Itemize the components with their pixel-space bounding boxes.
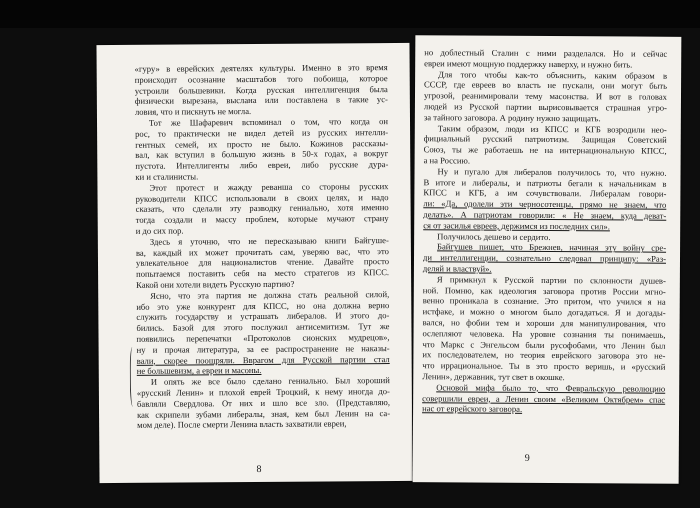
text-line: Тот же Шафаревич вспоминал о том, что когда он — [148, 116, 389, 128]
text-line: как скрипели зубами либералы, зная, кем был Ленин на са- — [137, 407, 391, 420]
text-line: ловия, что и пискнуть не могла. — [134, 106, 252, 118]
text-line: ли: «Да, одолели эти черносотенцы, прямо не знаем, что — [423, 198, 667, 210]
page-number-left: 8 — [256, 463, 262, 475]
text-line: ибо это уже конкурент для КПСС, но она должна верно — [136, 299, 390, 312]
text-line: евреи имеют мощную поддержку наверху, и нужно бить. — [424, 58, 633, 70]
text-line: бились. Базой для этого послужил антисемитизм. Тут же — [136, 321, 390, 333]
text-line: а на Россию. — [423, 155, 471, 166]
text-line: вался, но фобии тем и хороши для манипулирования, что — [422, 317, 666, 329]
right-page-text — [422, 47, 667, 416]
text-line: пустота. Интеллигенты либо евреи, либо русские дура- — [135, 159, 389, 172]
text-line: но доблестный Сталин с ними разделался. Но и сейчас — [424, 47, 668, 59]
text-line: КПСС и КГБ, а им сочувствовали. Либералам говори- — [423, 187, 667, 200]
text-line: тогда создали и массу проблем, которые мучают страну — [135, 213, 389, 225]
page-number-right: 9 — [524, 452, 530, 464]
text-line: вали, скорее поощряли. Вврагом для Русской партии стал — [136, 353, 390, 366]
text-line: «русский Ленин» и плохой еврей Троцкий, к нему иногда до- — [136, 385, 390, 398]
text-line: И опять же все было сделано гениально. Был хороший — [150, 375, 390, 387]
text-line: Этот протест и жажду реванша со стороны русских — [149, 180, 389, 193]
text-line: людей из Русской партии вырисовывается страшная угро- — [423, 101, 667, 113]
text-line: угрозой, реанимировали тему масонства. И вот в головах — [423, 90, 668, 102]
text-line: не большевизм, а евреи и масоны. — [136, 365, 262, 377]
text-line: вал, как вступил в большую жизнь в 50-х годах, а вокруг — [135, 148, 389, 161]
text-line: что Маркс с Энгельсом были русофобами, что Ленин был — [422, 338, 666, 351]
text-line: СССР, где евреев во власть не пускали, они могут быть — [424, 79, 668, 92]
text-line: нас от еврейского заговора. — [422, 403, 523, 415]
text-line: делать». А патриотам говорили: « Не знаем, куда деват- — [423, 209, 667, 221]
text-line: появились перепечатки «Протоколов сионских мудрецов», — [136, 331, 390, 344]
text-line: деляй и властвуй». — [422, 263, 492, 274]
text-line: бавляли Свердлова. От них и шло все зло. (Представляю, — [136, 396, 391, 409]
margin-ink-mark — [130, 347, 137, 407]
text-line: Какой они хотели видеть Русскую партию? — [136, 278, 295, 290]
text-line: ся от засилья евреев, держимся из последних сил». — [423, 219, 610, 232]
text-line: гентных семей, их просто не было. Кожинов рассказы- — [135, 137, 389, 150]
text-line: Ну и пугало для либералов получилось то, что нужно. — [437, 166, 667, 178]
text-line: Ясно, что эта партия не должна стать реальной силой, — [150, 288, 390, 301]
text-line: Союз, ты же работаешь не на интернациональную КПСС, — [423, 144, 667, 156]
text-line: Для того чтобы как-то объяснить, каким образом в — [438, 68, 668, 81]
left-page — [96, 43, 412, 483]
right-page — [413, 35, 682, 484]
text-line: что иррациональное. Ты в это просто веришь, и «русский — [422, 360, 666, 372]
text-line: Я примкнул к Русской партии по склонности душев- — [436, 274, 666, 286]
text-line: ной. Помню, как идеология заговора против России мгно- — [422, 284, 666, 297]
text-line: ослепляют человека. На уровне сознания ты понимаешь, — [422, 327, 666, 340]
text-line: физически вырезана, выслана или поставлена в такие ус- — [134, 94, 388, 107]
text-line: их последователем, но теория еврейского заговора это не- — [422, 349, 666, 362]
scan-border — [0, 0, 700, 28]
text-line: истфаке, и можно о многом было догадаться. Я и догады- — [422, 306, 666, 318]
text-line: венно проникала в сознание. Это притом, что учился я на — [422, 295, 666, 308]
text-line: попытаемся поставить себя на место стратегов из КПСС. — [136, 267, 390, 279]
text-line: В итоге и либералы, и патриоты бегали к начальникам в — [423, 176, 667, 189]
text-line: фициальный русский патриотизм. Защищая Советский — [423, 133, 667, 146]
text-line: Ленин», державник, тут свет в окошке. — [422, 371, 565, 383]
text-line: служить государству и устрашать либералов. И этого до- — [136, 310, 390, 323]
text-line: ну и прочая литература, за ее распространение не наказы- — [136, 342, 390, 355]
text-line: и до сих пор. — [135, 225, 184, 236]
text-line: рос, то практически не видел детей из русских интелли- — [135, 126, 389, 139]
text-line: Здесь я уточню, что не пересказываю книги Байгуше- — [149, 234, 389, 247]
text-line: сказать, что сделали эту разводку гениально, хотя именно — [135, 202, 389, 215]
text-line: «гуру» в еврейских деятелях культуры. Именно в это время — [134, 62, 388, 74]
text-line: совершили евреи, а Ленин своим «Великим Октябрем» спас — [422, 392, 666, 405]
text-line: Получилось дешево и сердито. — [437, 230, 551, 242]
text-line: за тайного заговора. А родину нужно защищать. — [423, 112, 601, 124]
text-line: ва, каждый их может прочитать сам, уверяю вас, что это — [135, 245, 389, 258]
text-line: ки и сталинисты. — [135, 171, 199, 182]
text-line: Таким образом, люди из КПСС и КГБ возродили нео- — [437, 122, 667, 135]
text-line: Байгушев пишет, что Брежнев, начиная эту войну сре- — [437, 241, 667, 254]
text-line: устроили большевики. Когда русская интеллигенция была — [134, 83, 388, 96]
text-line: ди интеллигенции, сознательно следовал принципу: «Раз- — [422, 252, 667, 264]
text-line: происходит осознание масштабов того побоища, которое — [134, 72, 388, 85]
text-line: руководители КПСС использовали в своих целях, и надо — [135, 191, 389, 204]
left-page-text — [135, 62, 391, 431]
text-line: Основой мифа было то, что Февральскую революцию — [436, 382, 666, 394]
text-line: мом деле). После смерти Ленина власть захватили евреи, — [137, 418, 347, 431]
text-line: увлекательное для националистов чтение. Давайте просто — [135, 256, 390, 269]
